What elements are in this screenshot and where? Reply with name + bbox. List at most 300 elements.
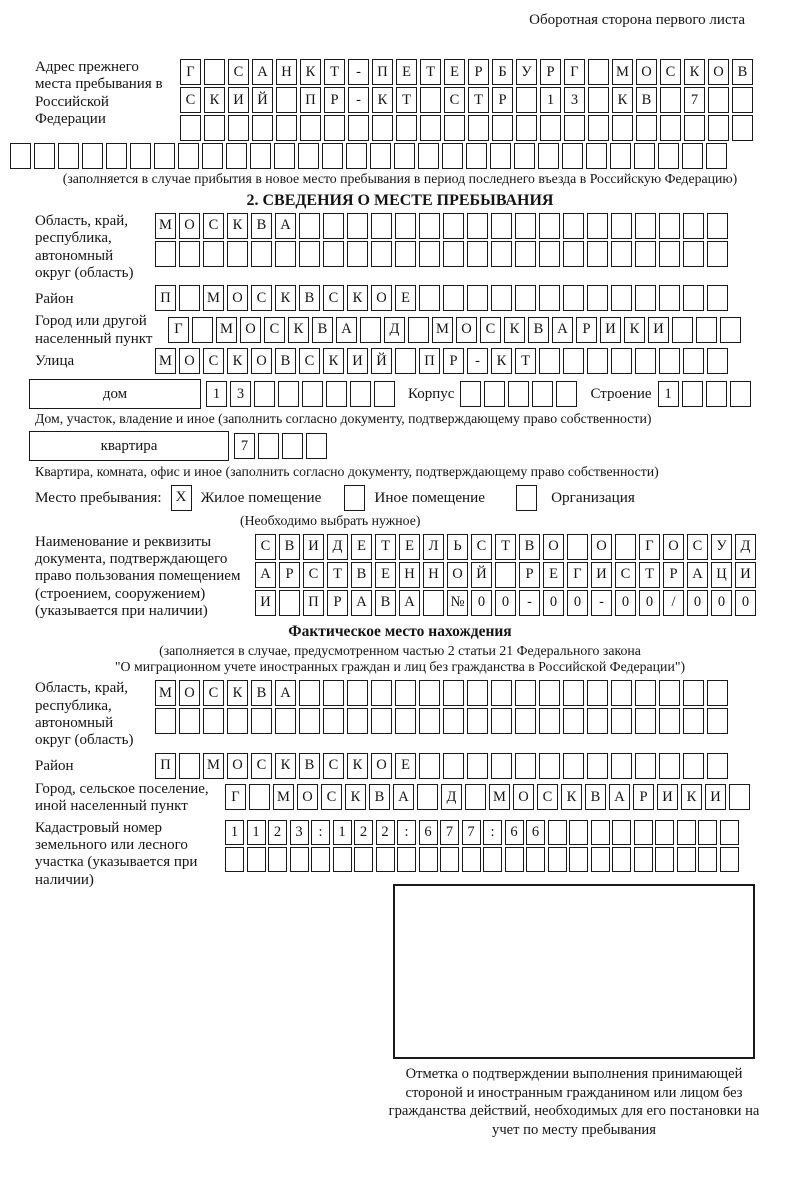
char-cell [612,820,631,845]
char-cell: О [179,348,200,374]
char-cell [10,143,31,169]
char-cell [347,680,368,706]
actual-region-row-1 [155,680,731,706]
char-cell: С [203,348,224,374]
char-cell: - [467,348,488,374]
street-row [155,348,731,374]
apartment-note: Квартира, комната, офис и иное (заполнить согласно документу, подтверждающему право собственности) [35,464,659,479]
char-cell [708,115,729,141]
char-cell [249,784,270,810]
char-cell [684,115,705,141]
actual-district-row [155,753,731,779]
char-cell [635,241,656,267]
organization-label: Организация [551,488,635,506]
char-cell: 1 [333,820,352,845]
char-cell [251,241,272,267]
stay-option-other-premises [335,485,485,511]
char-cell: - [348,87,369,113]
char-cell: М [203,285,224,311]
region-field [35,213,800,283]
char-cell [515,241,536,267]
char-cell [276,115,297,141]
char-cell: : [311,820,330,845]
char-cell [655,847,674,872]
char-cell: К [624,317,645,343]
char-cell [732,87,753,113]
char-cell [659,213,680,239]
char-cell [539,348,560,374]
actual-city-row [225,784,753,810]
char-cell: М [155,680,176,706]
char-cell: Й [471,562,492,588]
char-cell: С [471,534,492,560]
char-cell: И [228,87,249,113]
char-cell: 7 [462,820,481,845]
char-cell [491,241,512,267]
char-cell [466,143,487,169]
char-cell [720,820,739,845]
char-cell: 3 [230,381,251,407]
char-cell: 3 [564,87,585,113]
char-cell: К [681,784,702,810]
char-cell [707,285,728,311]
char-cell: С [255,534,276,560]
char-cell: С [537,784,558,810]
char-cell: Р [468,59,489,85]
char-cell [548,847,567,872]
char-cell: А [252,59,273,85]
char-cell: С [615,562,636,588]
cadastral-field [35,820,800,890]
char-cell [178,143,199,169]
char-cell [636,115,657,141]
char-cell [683,285,704,311]
district-label: Район [35,290,74,307]
char-cell [659,285,680,311]
char-cell [539,241,560,267]
char-cell: Е [395,753,416,779]
char-cell [567,534,588,560]
char-cell [707,708,728,734]
char-cell: С [251,753,272,779]
char-cell [323,708,344,734]
char-cell [396,115,417,141]
char-cell [34,143,55,169]
char-cell [491,753,512,779]
char-cell: В [312,317,333,343]
char-cell [311,847,330,872]
char-cell: Б [492,59,513,85]
residential-checkbox: X [171,485,192,511]
char-cell [155,708,176,734]
char-cell: М [273,784,294,810]
char-cell [491,213,512,239]
char-cell [254,381,275,407]
prev-address-row-2 [180,87,756,113]
char-cell [615,534,636,560]
other-premises-checkbox [344,485,365,511]
char-cell [443,708,464,734]
char-cell: Л [423,534,444,560]
char-cell: Р [443,348,464,374]
char-cell: П [303,590,324,616]
char-cell [467,708,488,734]
char-cell: О [297,784,318,810]
char-cell: И [591,562,612,588]
char-cell [462,847,481,872]
char-cell [275,241,296,267]
char-cell: В [519,534,540,560]
char-cell [634,820,653,845]
char-cell [539,285,560,311]
char-cell: К [275,285,296,311]
char-cell [563,680,584,706]
char-cell [588,115,609,141]
char-cell: С [264,317,285,343]
char-cell [417,784,438,810]
char-cell: В [279,534,300,560]
char-cell: Т [327,562,348,588]
char-cell [300,115,321,141]
char-cell [683,680,704,706]
char-cell: 2 [354,820,373,845]
char-cell [588,59,609,85]
char-cell [586,143,607,169]
char-cell [707,753,728,779]
char-cell: В [375,590,396,616]
char-cell: Р [492,87,513,113]
char-cell: И [600,317,621,343]
house-note: Дом, участок, владение и иное (заполнить согласно документу, подтверждающему право собственности) [35,411,652,427]
char-cell [539,680,560,706]
house-number-cells [206,381,398,407]
char-cell [467,753,488,779]
char-cell: Д [384,317,405,343]
char-cell [707,680,728,706]
char-cell [611,241,632,267]
char-cell [395,241,416,267]
char-cell: Д [327,534,348,560]
char-cell: О [456,317,477,343]
char-cell [106,143,127,169]
char-cell [698,820,717,845]
char-cell [515,285,536,311]
char-cell: В [585,784,606,810]
char-cell [227,708,248,734]
char-cell [490,143,511,169]
char-cell [611,753,632,779]
char-cell [290,847,309,872]
document-field [35,534,800,621]
char-cell: А [552,317,573,343]
page-side-note: Оборотная сторона первого листа [529,12,745,28]
char-cell: Г [225,784,246,810]
char-cell: 7 [440,820,459,845]
char-cell [419,241,440,267]
char-cell: О [543,534,564,560]
char-cell: С [687,534,708,560]
char-cell: О [179,680,200,706]
confirmation-stamp-box [393,884,755,1059]
char-cell [467,285,488,311]
char-cell: С [660,59,681,85]
char-cell: А [393,784,414,810]
char-cell: 0 [495,590,516,616]
char-cell [274,143,295,169]
char-cell [154,143,175,169]
char-cell: А [336,317,357,343]
char-cell: С [203,213,224,239]
char-cell: П [372,59,393,85]
char-cell: 3 [290,820,309,845]
char-cell [516,87,537,113]
char-cell [729,784,750,810]
char-cell: В [636,87,657,113]
char-cell [204,59,225,85]
char-cell [252,115,273,141]
char-cell: 0 [543,590,564,616]
char-cell: В [275,348,296,374]
char-cell [130,143,151,169]
char-cell: В [251,213,272,239]
prev-address-row-4 [10,143,800,169]
char-cell [299,241,320,267]
other-premises-label: Иное помещение [374,488,486,506]
char-cell [587,241,608,267]
char-cell: В [528,317,549,343]
char-cell: 1 [225,820,244,845]
char-cell: И [657,784,678,810]
char-cell [492,115,513,141]
char-cell: М [155,348,176,374]
char-cell: Ц [711,562,732,588]
char-cell: 6 [526,820,545,845]
house-line [29,379,800,409]
char-cell [587,285,608,311]
char-cell: 7 [234,433,255,459]
stay-type-row [35,485,800,511]
char-cell: К [288,317,309,343]
char-cell [677,820,696,845]
char-cell [203,708,224,734]
char-cell: В [299,285,320,311]
char-cell [324,115,345,141]
char-cell [323,680,344,706]
char-cell [634,143,655,169]
char-cell: Т [396,87,417,113]
char-cell [612,847,631,872]
char-cell [347,708,368,734]
char-cell: 7 [684,87,705,113]
char-cell: 0 [471,590,492,616]
char-cell: Й [252,87,273,113]
char-cell [591,847,610,872]
char-cell [250,143,271,169]
char-cell [732,115,753,141]
residential-label: Жилое помещение [200,488,322,506]
char-cell [635,285,656,311]
char-cell: К [275,753,296,779]
char-cell: 0 [711,590,732,616]
organization-checkbox [516,485,537,511]
char-cell [419,285,440,311]
char-cell [706,381,727,407]
char-cell: У [516,59,537,85]
char-cell [467,213,488,239]
char-cell [526,847,545,872]
char-cell [228,115,249,141]
char-cell: Г [564,59,585,85]
choose-note: (Необходимо выбрать нужное) [240,512,421,528]
prev-address-row-1 [180,59,756,85]
char-cell [515,680,536,706]
char-cell: / [663,590,684,616]
char-cell: К [504,317,525,343]
char-cell [180,115,201,141]
char-cell [708,87,729,113]
char-cell: М [489,784,510,810]
char-cell [247,847,266,872]
char-cell [395,680,416,706]
char-cell [563,285,584,311]
actual-district-field [35,753,800,781]
char-cell: С [303,562,324,588]
char-cell [564,115,585,141]
char-cell [635,213,656,239]
char-cell: С [444,87,465,113]
char-cell [440,847,459,872]
char-cell [611,708,632,734]
document-row-2 [255,562,759,588]
char-cell [491,285,512,311]
cadastral-row-1 [225,820,741,845]
char-cell: 1 [206,381,227,407]
char-cell: А [275,680,296,706]
char-cell [563,241,584,267]
char-cell [419,213,440,239]
char-cell: К [561,784,582,810]
stamp-caption: Отметка о подтверждении выполнения принимающей стороной и иностранным гражданином или лицом без гражданства действий, необходимых для его постановки на учет по месту пребывания [388,1066,760,1138]
char-cell [539,753,560,779]
char-cell [371,708,392,734]
city-label: Город или другой населенный пункт [35,313,153,347]
char-cell: И [735,562,756,588]
char-cell: Г [567,562,588,588]
actual-region-cells [155,680,731,736]
char-cell [611,213,632,239]
char-cell [548,820,567,845]
char-cell [698,847,717,872]
char-cell [683,753,704,779]
actual-location-title: Фактическое место нахождения [288,622,512,640]
char-cell [707,241,728,267]
char-cell: : [483,820,502,845]
char-cell [635,753,656,779]
char-cell: И [255,590,276,616]
char-cell [660,115,681,141]
char-cell [611,285,632,311]
char-cell [467,241,488,267]
char-cell [563,213,584,239]
char-cell [635,708,656,734]
char-cell: У [711,534,732,560]
char-cell [515,708,536,734]
char-cell [612,115,633,141]
prev-address-row-3 [180,115,756,141]
char-cell [268,847,287,872]
char-cell: С [321,784,342,810]
char-cell: 1 [658,381,679,407]
char-cell [299,213,320,239]
char-cell [444,115,465,141]
char-cell: К [491,348,512,374]
char-cell: С [323,753,344,779]
char-cell: Г [639,534,660,560]
char-cell [443,680,464,706]
char-cell [323,241,344,267]
char-cell [179,241,200,267]
char-cell: К [347,285,368,311]
char-cell [394,143,415,169]
char-cell [682,381,703,407]
char-cell: Д [735,534,756,560]
char-cell [322,143,343,169]
char-cell [370,143,391,169]
document-cells [255,534,759,618]
char-cell [346,143,367,169]
char-cell [58,143,79,169]
char-cell: С [228,59,249,85]
char-cell: Т [495,534,516,560]
char-cell [419,847,438,872]
char-cell: 1 [540,87,561,113]
actual-region-field [35,680,800,750]
char-cell [505,847,524,872]
char-cell: Г [180,59,201,85]
char-cell: Д [441,784,462,810]
char-cell [467,680,488,706]
document-label: Наименование и реквизиты документа, подтверждающего право пользования помещением (строением, сооружением) (указывается при наличии) [35,533,241,620]
char-cell [515,753,536,779]
char-cell: Е [396,59,417,85]
char-cell: Е [375,562,396,588]
char-cell [683,241,704,267]
char-cell [395,213,416,239]
char-cell: К [347,753,368,779]
char-cell: А [399,590,420,616]
char-cell: К [300,59,321,85]
char-cell: Е [543,562,564,588]
char-cell [532,381,553,407]
city-row [168,317,744,343]
char-cell: К [227,213,248,239]
char-cell: С [203,680,224,706]
street-label: Улица [35,353,75,370]
char-cell: Е [351,534,372,560]
char-cell [610,143,631,169]
char-cell [397,847,416,872]
char-cell: В [732,59,753,85]
char-cell: О [227,753,248,779]
char-cell [302,381,323,407]
district-row [155,285,731,311]
cadastral-label: Кадастровый номер земельного или лесного участка (указывается при наличии) [35,819,198,888]
char-cell [465,784,486,810]
char-cell [706,143,727,169]
house-label-box: дом [29,379,201,409]
char-cell [683,348,704,374]
char-cell [276,87,297,113]
